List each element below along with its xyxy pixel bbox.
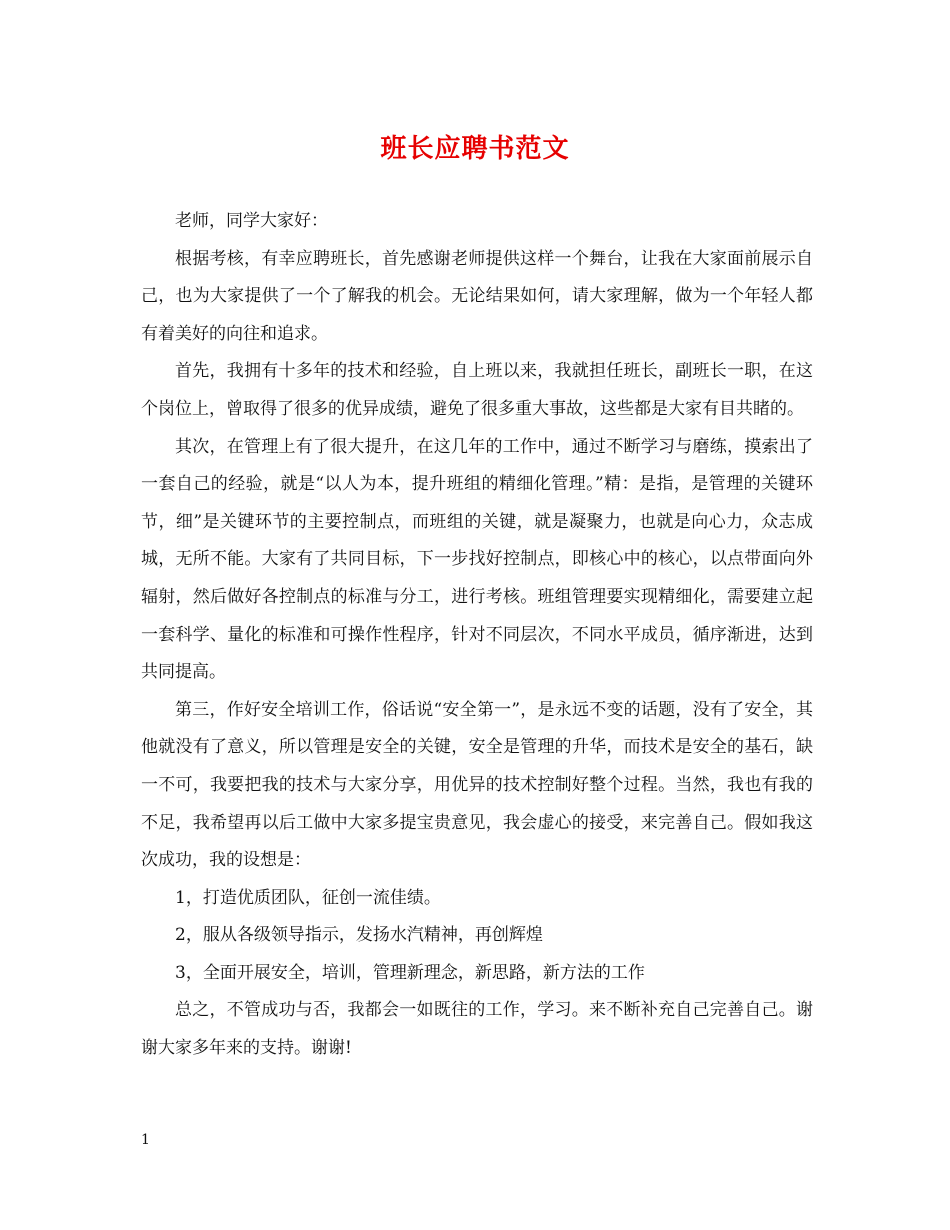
body-paragraph: 第三，作好安全培训工作，俗话说“安全第一”，是永远不变的话题，没有了安全，其他就没有了意义，所以管理是安全的关键，安全是管理的升华，而技术是安全的基石，缺一不可，我要把我的技术与大家分享，用优异的技术控制好整个过程。当然，我也有我的不足，我希望再以后工做中大家多提宝贵意见，我会虚心的接受，来完善自己。假如我这次成功，我的设想是： [141, 699, 813, 871]
document-title: 班长应聘书范文 [380, 134, 570, 164]
list-item: 1，打造优质团队，征创一流佳绩。 [175, 887, 441, 908]
document-body [141, 203, 813, 1068]
list-item: 3，全面开展安全，培训，管理新理念，新思路，新方法的工作 [175, 962, 645, 983]
page-number: 1 [141, 1132, 150, 1148]
body-paragraph: 根据考核，有幸应聘班长，首先感谢老师提供这样一个舞台，让我在大家面前展示自己，也为大家提供了一个了解我的机会。无论结果如何，请大家理解，做为一个年轻人都有着美好的向往和追求。 [141, 248, 813, 344]
greeting-paragraph: 老师，同学大家好： [175, 211, 328, 231]
body-paragraph: 首先，我拥有十多年的技术和经验，自上班以来，我就担任班长，副班长一职，在这个岗位上，曾取得了很多的优异成绩，避免了很多重大事故，这些都是大家有目共睹的。 [141, 361, 813, 419]
body-paragraph: 其次，在管理上有了很大提升，在这几年的工作中，通过不断学习与磨练，摸索出了一套自己的经验，就是“以人为本，提升班组的精细化管理。”精：是指，是管理的关键环节，细”是关键环节的主要控制点，而班组的关键，就是凝聚力，也就是向心力，众志成城，无所不能。大家有了共同目标，下一步找好控制点，即核心中的核心，以点带面向外辐射，然后做好各控制点的标准与分工，进行考核。班组管理要实现精细化，需要建立起一套科学、量化的标准和可操作性程序，针对不同层次，不同水平成员，循序渐进，达到共同提高。 [141, 436, 813, 683]
list-item: 2，服从各级领导指示，发扬水汽精神，再创辉煌 [175, 925, 543, 946]
closing-paragraph: 总之，不管成功与否，我都会一如既往的工作，学习。来不断补充自己完善自己。谢谢大家多年来的支持。谢谢! [141, 1000, 813, 1059]
